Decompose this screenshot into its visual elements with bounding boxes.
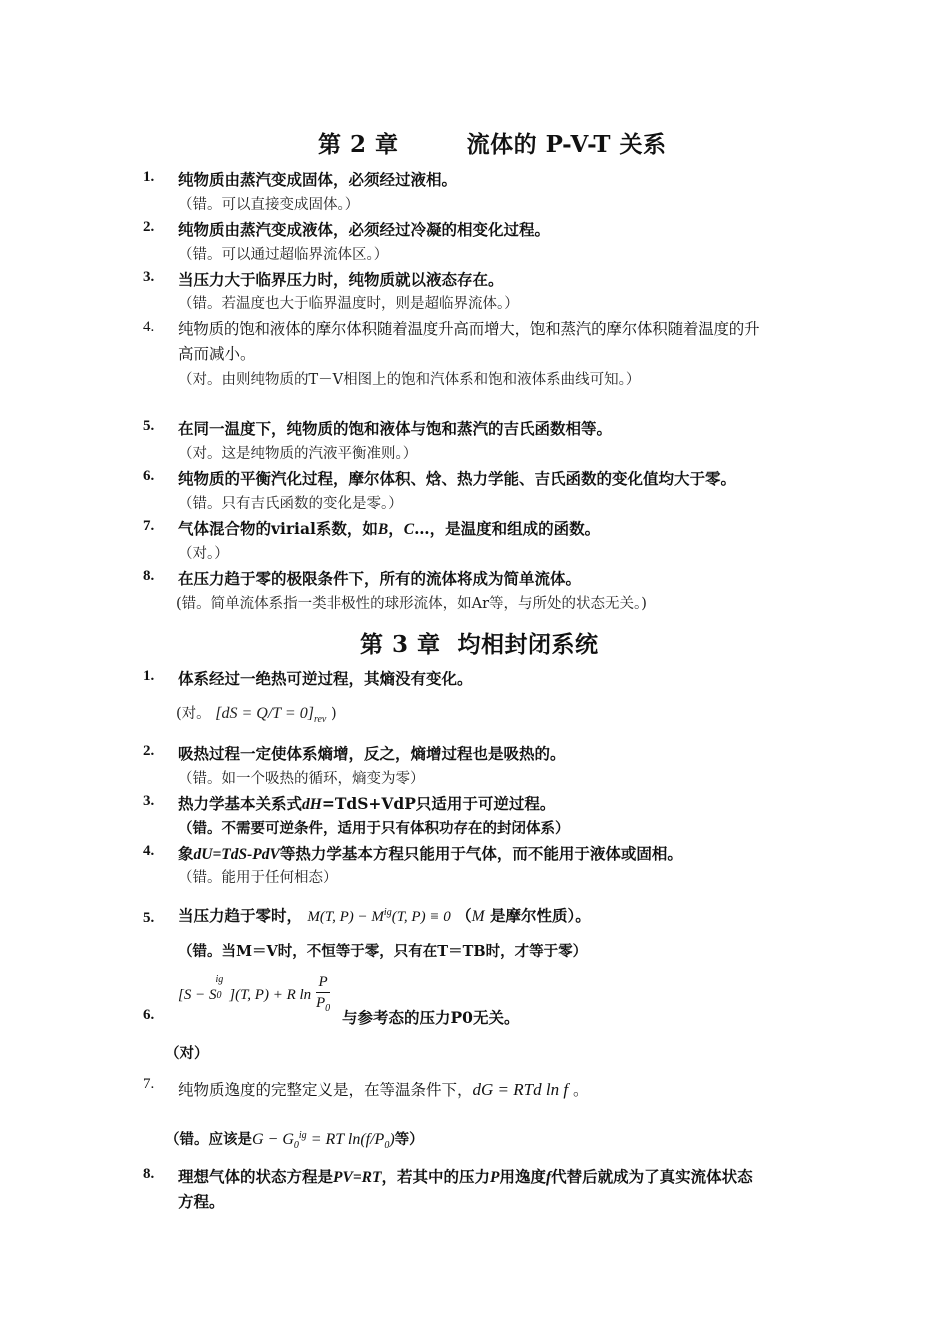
fugacity-formula: dG = RTd ln f — [472, 1080, 569, 1099]
question-text-part: 热力学基本关系式 — [178, 794, 303, 813]
question-text: 纯物质由蒸汽变成固体，必须经过液相。 — [178, 170, 458, 189]
item-number: 7. — [143, 518, 155, 534]
formula-superscript: ig — [215, 973, 224, 985]
item-number: 3. — [143, 269, 155, 285]
formula: G − G — [252, 1131, 294, 1148]
item-number: 5. — [143, 418, 155, 434]
math-symbol: PV=RT — [333, 1169, 382, 1186]
question-text-part: 代替后就成为了真实流体状态 — [551, 1167, 753, 1186]
answer-text — [165, 1128, 424, 1151]
formula: ) — [389, 1131, 395, 1148]
formula-subscript: 0 — [293, 1139, 299, 1151]
math-symbol: C — [403, 521, 415, 538]
item-number: 1. — [143, 668, 155, 684]
question-text — [178, 1165, 753, 1187]
item-number: 2. — [143, 219, 155, 235]
question-text — [178, 904, 591, 926]
item-number: 4. — [143, 319, 155, 335]
question-text-part: 纯物质逸度的完整定义是，在等温条件下， — [178, 1081, 473, 1099]
question-text-part: 用逸度 — [499, 1167, 546, 1186]
answer-text: （对。） — [178, 546, 229, 562]
math-symbol: dH — [302, 796, 322, 813]
answer-text: （对。由则纯物质的T－V相图上的饱和汽体系和饱和液体系曲线可知。） — [178, 372, 641, 388]
question-text-part: ， — [388, 519, 404, 538]
answer-text: （错。可以直接变成固体。） — [178, 197, 360, 213]
question-text-part: ，若其中的压力 — [381, 1167, 490, 1186]
math-symbol: P — [489, 1169, 500, 1186]
question-text-part: 是摩尔性质）。 — [484, 906, 591, 925]
formula-subscript: 0 — [325, 1003, 331, 1014]
answer-text — [176, 702, 337, 725]
question-text: 体系经过一绝热可逆过程，其熵没有变化。 — [178, 669, 473, 688]
answer-text: （对。这是纯物质的汽液平衡准则。） — [178, 446, 418, 462]
question-text-line2: 方程。 — [178, 1192, 225, 1211]
answer-text-part: (对。 — [176, 706, 211, 722]
chapter-2-title: 第 2 章 流体的 P-V-T 关系 — [318, 131, 667, 158]
item-number: 6. — [143, 1007, 155, 1023]
question-text: 纯物质的平衡汽化过程，摩尔体积、焓、热力学能、吉氏函数的变化值均大于零。 — [178, 469, 737, 488]
answer-text: （错。可以通过超临界流体区。） — [178, 247, 389, 263]
question-text-part: …，是温度和组成的函数。 — [414, 519, 601, 538]
item-number: 3. — [143, 793, 155, 809]
question-text-part: 理想气体的状态方程是 — [178, 1167, 334, 1186]
question-text-part: 。 — [568, 1081, 589, 1099]
question-text-part: 象 — [178, 844, 194, 863]
answer-text: （错。如一个吸热的循环，熵变为零） — [178, 771, 425, 787]
question-text: 纯物质由蒸汽变成液体，必须经过冷凝的相变化过程。 — [178, 220, 551, 239]
question-text-line2: 高而减小。 — [178, 345, 256, 363]
question-text: 在压力趋于零的极限条件下，所有的流体将成为简单流体。 — [178, 569, 582, 588]
formula: = RT ln(f/P — [306, 1131, 385, 1148]
answer-text: （错。若温度也大于临界温度时，则是超临界流体。） — [178, 296, 519, 312]
question-text: 在同一温度下，纯物质的饱和液体与饱和蒸汽的吉氏函数相等。 — [178, 419, 613, 438]
formula-block — [178, 972, 330, 1019]
math-symbol: B — [377, 521, 389, 538]
formula-subscript: 0 — [384, 1139, 390, 1151]
answer-text-part: 等） — [394, 1131, 424, 1148]
item-number: 8. — [143, 568, 155, 584]
answer-text: （错。能用于任何相态） — [178, 870, 338, 886]
math-symbol: f — [545, 1169, 552, 1186]
formula: ](T, P) + R ln — [229, 987, 312, 1003]
formula: M(T, P) − M — [307, 909, 384, 925]
question-text-part: 气体混合物的virial系数，如 — [178, 519, 378, 538]
formula-superscript: ig — [383, 906, 392, 918]
fraction-denominator-symbol: P — [315, 995, 326, 1011]
chapter-3-title: 第 3 章 均相封闭系统 — [360, 631, 599, 658]
entropy-formula: [dS = Q/T = 0] — [215, 705, 314, 722]
answer-text-part: （错。应该是 — [165, 1131, 252, 1148]
item-number: 2. — [143, 743, 155, 759]
question-text-line1: 纯物质的饱和液体的摩尔体积随着温度升高而增大，饱和蒸汽的摩尔体积随着温度的升 — [178, 320, 760, 338]
question-text: 与参考态的压力P0无关。 — [342, 1008, 520, 1027]
question-text-part: 等热力学基本方程只能用于气体，而不能用于液体或固相。 — [279, 844, 683, 863]
question-text-part: =TdS+VdP只适用于可逆过程。 — [321, 794, 556, 813]
pressure-ratio-fraction — [316, 972, 330, 1019]
question-text — [178, 517, 600, 539]
item-number: 5. — [143, 910, 155, 926]
question-text — [178, 792, 555, 814]
answer-text: (错。简单流体系指一类非极性的球形流体，如Ar等，与所处的状态无关。) — [176, 596, 647, 612]
answer-text-part: ) — [330, 706, 337, 722]
item-number: 8. — [143, 1166, 155, 1182]
answer-text: （错。不需要可逆条件，适用于只有体积功存在的封闭体系） — [178, 820, 570, 837]
item-number: 7. — [143, 1076, 155, 1092]
formula-subscript: 0 — [216, 990, 222, 1001]
answer-text: （对） — [165, 1045, 209, 1062]
formula-subscript: rev — [313, 713, 327, 725]
formula-superscript: ig — [298, 1130, 307, 1142]
question-text: 吸热过程一定使体系熵增，反之，熵增过程也是吸热的。 — [178, 744, 566, 763]
question-text: 当压力大于临界压力时，纯物质就以液态存在。 — [178, 270, 504, 289]
formula: [S − S — [178, 987, 217, 1003]
question-text — [178, 1078, 589, 1100]
item-number: 6. — [143, 468, 155, 484]
question-text-part: （ — [456, 906, 472, 925]
answer-text: （错。当M＝V时，不恒等于零，只有在T＝TB时，才等于零） — [178, 943, 588, 960]
answer-text: （错。只有吉氏函数的变化是零。） — [178, 496, 403, 512]
math-symbol: dU=TdS-PdV — [193, 846, 280, 863]
item-number: 4. — [143, 843, 155, 859]
fraction-denominator — [316, 993, 330, 1019]
fraction-numerator: P — [316, 972, 330, 993]
math-symbol: M — [471, 908, 485, 925]
question-text-part: 当压力趋于零时， — [178, 906, 303, 925]
question-text — [178, 842, 683, 864]
item-number: 1. — [143, 169, 155, 185]
formula: (T, P) ≡ 0 — [391, 909, 451, 925]
